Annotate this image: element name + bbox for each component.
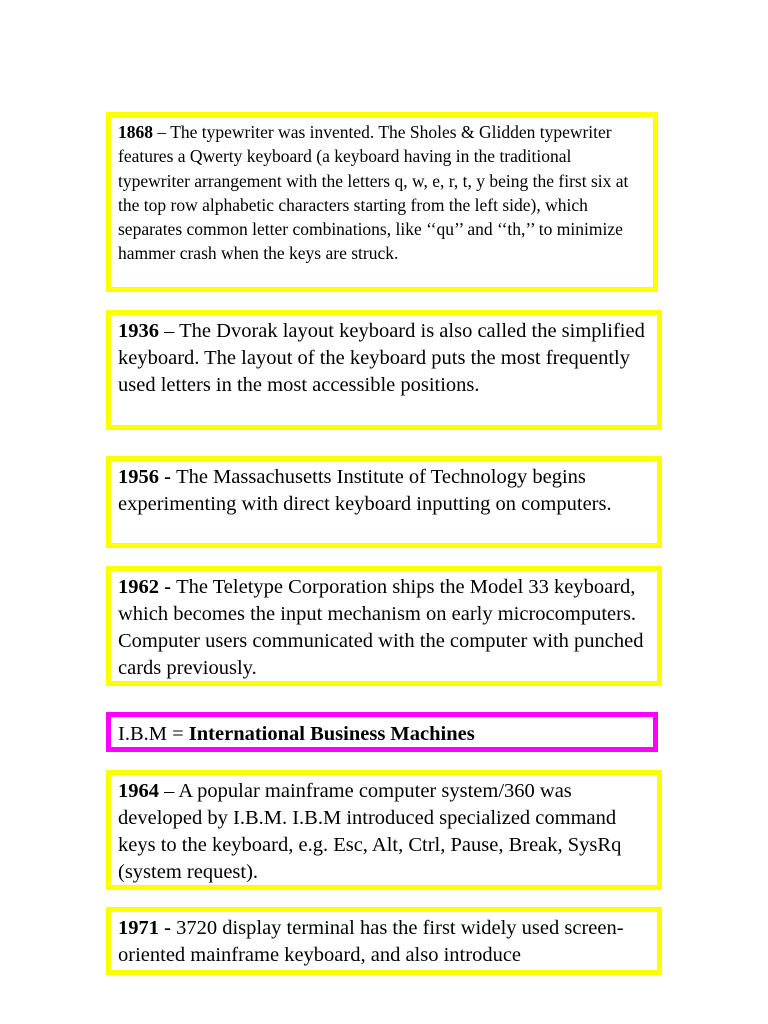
- timeline-entry-1868: [106, 112, 658, 292]
- entry-separator: –: [159, 780, 179, 802]
- note-paragraph: [118, 721, 646, 748]
- timeline-entry-1936: [106, 310, 662, 430]
- entry-paragraph: [118, 778, 650, 886]
- entry-year: 1868: [118, 122, 153, 142]
- entry-text: The Massachusetts Institute of Technology begins experimenting with direct keyboard inputting on computers.: [118, 466, 612, 515]
- entry-paragraph: [118, 120, 646, 266]
- entry-paragraph: [118, 464, 650, 518]
- entry-separator: -: [159, 576, 177, 598]
- timeline-entry-1964: [106, 770, 662, 890]
- entry-separator: –: [153, 122, 171, 142]
- entry-year: 1936: [118, 320, 159, 342]
- entry-year: 1956: [118, 466, 159, 488]
- timeline-entry-1971: [106, 907, 662, 975]
- entry-paragraph: [118, 915, 650, 969]
- entry-text: A popular mainframe computer system/360 was developed by I.B.M. I.B.M introduced specialized command keys to the keyboard, e.g. Esc, Alt, Ctrl, Pause, Break, SysRq (system request).: [118, 780, 622, 883]
- note-full-name: International Business Machines: [188, 723, 475, 745]
- entry-separator: -: [159, 466, 177, 488]
- entry-text: The Teletype Corporation ships the Model 33 keyboard, which becomes the input mechanism on early microcomputers. Computer users communicated with the computer with punched cards previously.: [118, 576, 644, 679]
- entry-text: 3720 display terminal has the first widely used screen-oriented mainframe keyboard, and also introduce: [118, 917, 624, 966]
- entry-paragraph: [118, 318, 650, 399]
- entry-paragraph: [118, 574, 650, 682]
- entry-text: The typewriter was invented. The Sholes & Glidden typewriter features a Qwerty keyboard (a keyboard having in the traditional typewriter arrangement with the letters q, w, e, r, t, y being the first six at the top row alphabetic characters starting from the left side), which separates common letter combinations, like ‘‘qu’’ and ‘‘th,’’ to minimize hammer crash when the keys are struck.: [118, 122, 629, 264]
- entry-text: The Dvorak layout keyboard is also called the simplified keyboard. The layout of the keyboard puts the most frequently used letters in the most accessible positions.: [118, 320, 645, 396]
- timeline-entry-1962: [106, 566, 662, 686]
- timeline-entry-1956: [106, 456, 662, 548]
- ibm-definition-note: [106, 712, 658, 752]
- entry-year: 1964: [118, 780, 159, 802]
- entry-separator: -: [159, 917, 177, 939]
- note-equals: =: [166, 723, 189, 745]
- entry-year: 1962: [118, 576, 159, 598]
- entry-year: 1971: [118, 917, 159, 939]
- note-abbreviation: I.B.M: [118, 723, 167, 745]
- entry-separator: –: [159, 320, 180, 342]
